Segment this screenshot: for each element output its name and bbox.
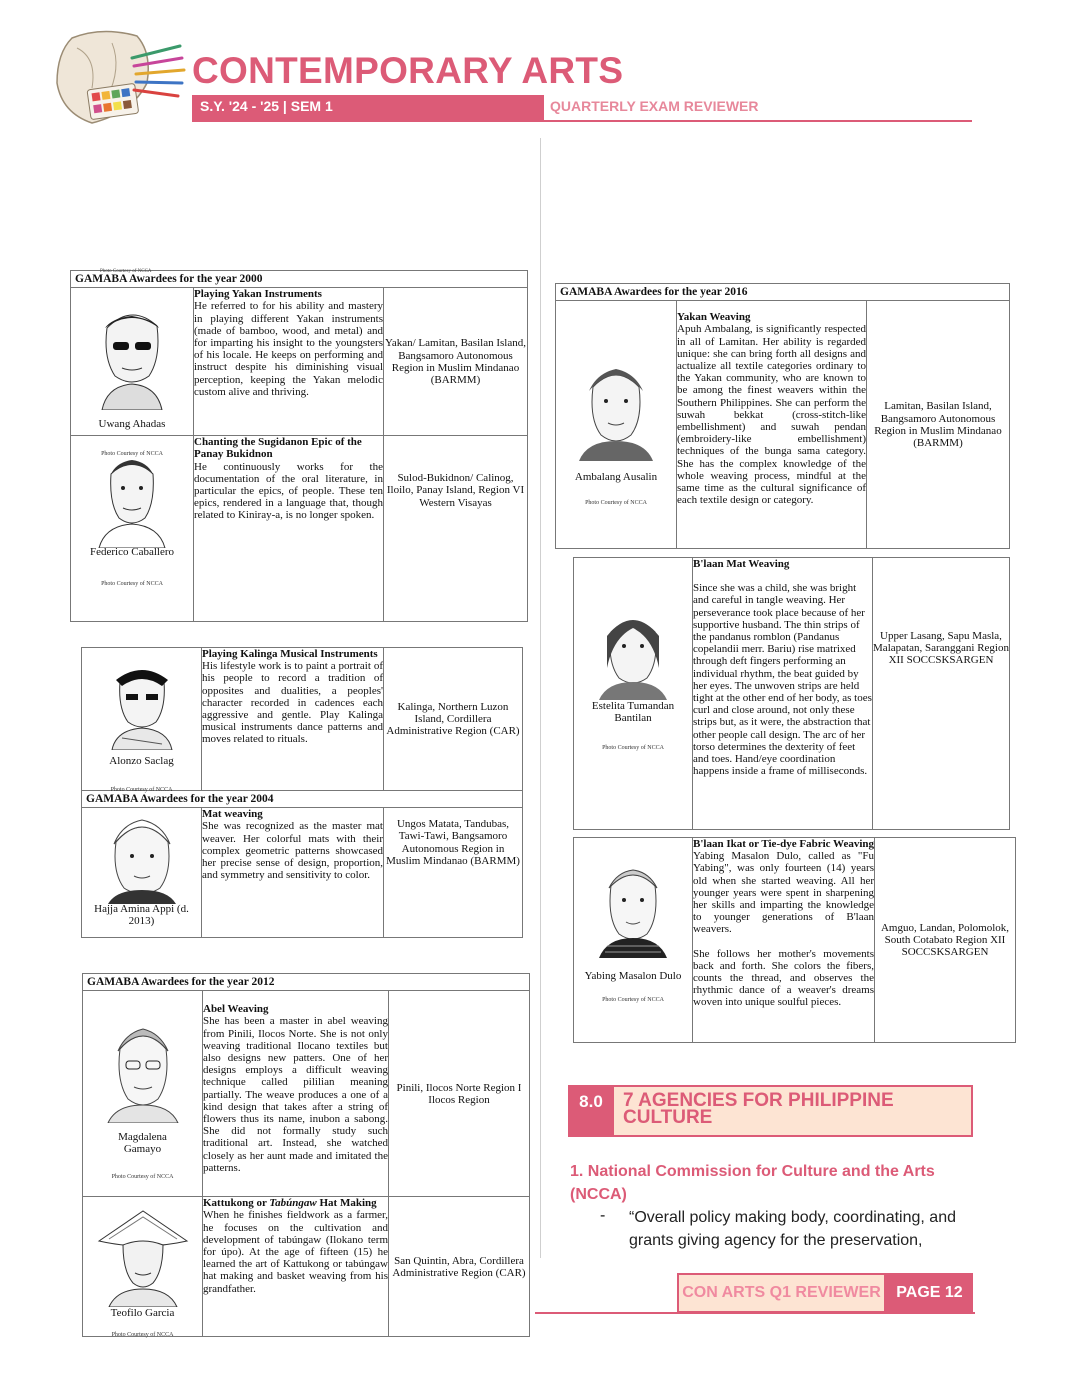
table-2000-wrapper — [70, 270, 528, 622]
description-text: When he finishes fieldwork as a farmer, he focuses on the cultivation and development of tabúngaw (Ilokano term for úpo). At the age of fifteen (15) he learned the art of Kattukong or tabúngaw hat making and basket weaving from his grandfather. — [203, 1209, 388, 1295]
awardee-name: Ambalang Ausalin — [574, 471, 658, 484]
blaan-mat-table — [573, 557, 1010, 830]
description-text: Apuh Ambalang, is significantly respected in all of Lamitan. Her ability is regarded unique: she can bring forth all designs and actualize all textile categories ordinary to the Yakan community, who are known to be among the finest weavers within the Southern Philippines. She can perform the suwah bekkat (cross-stitch-like embellishment) and suwah pendan (embroidery-like embellishment) techniques of the bunga sama category. She has the complex knowledge of the whole weaving process, mindful at the same time as the cultural significance of each textile design or category. — [677, 323, 866, 507]
table-heading: GAMABA Awardees for the year 2000 — [71, 271, 528, 288]
agency-heading: 1. National Commission for Culture and the Arts (NCCA) — [570, 1163, 935, 1203]
gamaba-2012-table — [82, 973, 530, 1337]
table-row — [574, 838, 1016, 1043]
awardee-description — [693, 838, 875, 1043]
photo-credit: Photo Courtesy of NCCA — [602, 997, 664, 1003]
description-text: Since she was a child, she was bright and careful in tangle weaving. Her perseverance took place because of her supportive husband. The thin strips of the pandanus romblon (Pandanus copelandii merr. Bariu) rise matrixed through deft fingers performing an individual rhythm, the beat guided by her eyes. The unwoven strips are held tight at the other end of her body, as toes curl and close around, not only these strips but, as it were, the abstraction that other people call design. The arc of her torso determines the dexterity of feet and toes. Hand/eye coordination happens inside a frame of milliseconds. — [693, 582, 872, 778]
portrait-sketch — [573, 361, 659, 461]
table-row — [71, 436, 528, 622]
photo-credit: Photo Courtesy of NCCA — [101, 451, 163, 458]
awardee-photo-cell — [83, 1197, 203, 1337]
awardee-name: Uwang Ahadas — [98, 418, 166, 431]
photo-credit: Photo Courtesy of NCCA — [100, 269, 152, 274]
table-blaan-ikat-wrapper — [573, 837, 1016, 1043]
description-text: His lifestyle work is to paint a portrait of his people to record a tradition of opposites and dualities, a peoples' character recorded in cadences each aggressive and gentle. Play Kalinga musical instruments dance patterns and moves related to rituals. — [202, 660, 383, 746]
description-text: She has been a master in abel weaving from Pinili, Ilocos Norte. She is not only weaving traditional Ilocano textiles but also designs new patters. One of her designs employs a difficult weaving technique called pililian meaning partially. The weave produces a one of a kind design that takes after a string of flowers thus its name, inubon a sabong. She did not formally study such traditional art. Instead, she watched closely as her aunt made and imitated the patterns. — [203, 1015, 388, 1174]
portrait-sketch — [102, 660, 182, 750]
table-2012-wrapper — [82, 973, 530, 1337]
table-kalinga-wrapper — [81, 647, 523, 938]
section-number: 8.0 — [568, 1085, 614, 1137]
description-text: He referred to for his ability and mastery in playing different Yakan instruments (made of bamboo, wood, and metal) and for imparting his insight to the youngsters of his locale. He keeps on performing and instruct despite his diminishing visual perception, keeping the Yakan melodic custom alive and thriving. — [194, 300, 383, 398]
awardee-name: Alonzo Saclag — [109, 755, 174, 767]
awardee-region: Yakan/ Lamitan, Basilan Island, Bangsamoro Autonomous Region in Muslim Mindanao (BARMM) — [384, 288, 528, 436]
table-row — [71, 288, 528, 436]
awardee-photo-cell — [83, 991, 203, 1197]
awardee-region: Pinili, Ilocos Norte Region I Ilocos Region — [389, 991, 530, 1197]
table-row — [82, 648, 523, 791]
awardee-name: Magdalena Gamayo — [118, 1131, 167, 1156]
page-title: CONTEMPORARY ARTS — [192, 50, 624, 91]
art-form-title: Playing Yakan Instruments — [194, 288, 322, 301]
agency-description: “Overall policy making body, coordinating, and grants giving agency for the preservation, — [629, 1209, 956, 1249]
table-heading: GAMABA Awardees for the year 2016 — [556, 284, 1010, 301]
table-row — [83, 1197, 530, 1337]
photo-credit: Photo Courtesy of NCCA — [101, 581, 163, 588]
awardee-region: Sulod-Bukidnon/ Calinog, Iloilo, Panay Island, Region VI Western Visayas — [384, 436, 528, 622]
table-2016-wrapper — [555, 283, 1010, 549]
awardee-description — [677, 301, 867, 549]
photo-credit: Photo Courtesy of NCCA — [111, 1332, 174, 1339]
table-row — [556, 301, 1010, 549]
art-supplies-logo — [52, 28, 187, 128]
awardee-photo-cell — [556, 301, 677, 549]
art-form-title: Mat weaving — [202, 808, 263, 821]
photo-credit: Photo Courtesy of NCCA — [585, 500, 647, 507]
page-number: PAGE 12 — [886, 1273, 973, 1313]
art-form-title: B'laan Mat Weaving — [693, 558, 790, 570]
art-form-title: Playing Kalinga Musical Instruments — [202, 648, 378, 660]
awardee-description — [194, 436, 384, 622]
awardee-name: Teofilo Garcia — [110, 1307, 175, 1320]
description-text: She was recognized as the master mat weaver. Her colorful mats with their complex geometric patterns showcased her precise sense of design, proportion, and symmetry and sensitivity to color. — [202, 820, 383, 882]
portrait-sketch — [95, 1207, 191, 1307]
section-title: 7 AGENCIES FOR PHILIPPINE CULTURE — [623, 1090, 894, 1128]
portrait-sketch — [87, 298, 177, 410]
footer-label: CON ARTS Q1 REVIEWER — [677, 1273, 886, 1313]
awardee-region: Kalinga, Northern Luzon Island, Cordillera Administrative Region (CAR) — [384, 648, 523, 791]
awardee-description — [202, 808, 384, 938]
art-form-title: Yakan Weaving — [677, 311, 751, 324]
awardee-description — [194, 288, 384, 436]
awardee-photo-cell — [82, 648, 202, 791]
table-row — [82, 808, 523, 938]
bullet-marker: - — [600, 1207, 606, 1224]
footer-underline — [535, 1312, 975, 1314]
description-text: Yabing Masalon Dulo, called as "Fu Yabing", was only fourteen (14) years old when she started weaving. All her younger years were spent in sharpening her skills and imparting the knowledge to younger generations of B'laan weavers. — [693, 850, 874, 936]
awardee-region: Amguo, Landan, Polomolok, South Cotabato Region XII SOCCSKSARGEN — [875, 838, 1016, 1043]
blaan-ikat-table — [573, 837, 1016, 1043]
awardee-photo-cell — [574, 838, 693, 1043]
portrait-sketch — [593, 862, 673, 958]
awardee-photo-cell — [574, 558, 693, 830]
header-underline — [544, 120, 972, 122]
awardee-photo-cell — [82, 808, 202, 938]
table-heading: GAMABA Awardees for the year 2004 — [82, 791, 523, 808]
photo-credit: Photo Courtesy of NCCA — [602, 745, 664, 751]
awardee-description — [203, 991, 389, 1197]
gamaba-2004-table — [81, 647, 523, 938]
awardee-description — [203, 1197, 389, 1337]
awardee-name: Federico Caballero — [90, 546, 174, 559]
awardee-name: Yabing Masalon Dulo — [584, 970, 682, 982]
table-row — [83, 991, 530, 1197]
art-form-title: Kattukong or Tabúngaw Hat Making — [203, 1197, 377, 1210]
photo-credit: Photo Courtesy of NCCA — [110, 787, 173, 793]
awardee-region: Lamitan, Basilan Island, Bangsamoro Autonomous Region in Muslim Mindanao (BARMM) — [867, 301, 1010, 549]
portrait-sketch — [593, 608, 673, 700]
table-blaan-mat-wrapper — [573, 557, 1010, 830]
school-year: S.Y. '24 - '25 | SEM 1 — [200, 98, 333, 114]
portrait-sketch — [89, 448, 175, 548]
awardee-description — [693, 558, 873, 830]
table-heading: GAMABA Awardees for the year 2012 — [83, 974, 530, 991]
awardee-name: Estelita Tumandan Bantilan — [591, 700, 675, 724]
awardee-name: Hajja Amina Appi (d. 2013) — [94, 903, 189, 928]
art-form-title: Abel Weaving — [203, 1003, 269, 1016]
gamaba-2016-table — [555, 283, 1010, 549]
description-text: He continuously works for the documentation of the oral literature, in particular the epics, of people. These ten epics, rendered in a language that, though related to Kiniray-a, is no longer spoken. — [194, 460, 383, 522]
column-divider — [540, 138, 541, 1258]
art-form-title: B'laan Ikat or Tie-dye Fabric Weaving — [693, 838, 875, 850]
gamaba-2000-table — [70, 270, 528, 622]
portrait-sketch — [100, 1019, 186, 1123]
art-form-title: Chanting the Sugidanon Epic of the Panay Bukidnon — [194, 436, 362, 461]
awardee-region: Upper Lasang, Sapu Masla, Malapatan, Saranggani Region XII SOCCSKSARGEN — [873, 558, 1010, 830]
description-text: She follows her mother's movements back and forth. She colors the fibers, counts the thread, and observes the rhythmic dance of a weaver's dreams woven into unique soulful pieces. — [693, 947, 874, 1009]
header-subtitle: QUARTERLY EXAM REVIEWER — [550, 98, 759, 114]
photo-credit: Photo Courtesy of NCCA — [111, 1174, 174, 1181]
portrait-sketch — [102, 812, 182, 904]
awardee-photo-cell — [71, 288, 194, 458]
table-row — [574, 558, 1010, 830]
awardee-photo-cell — [71, 436, 194, 622]
awardee-description — [202, 648, 384, 791]
awardee-region: San Quintin, Abra, Cordillera Administrative Region (CAR) — [389, 1197, 530, 1337]
awardee-region: Ungos Matata, Tandubas, Tawi-Tawi, Bangsamoro Autonomous Region in Muslim Mindanao (BARMM) — [384, 808, 523, 938]
